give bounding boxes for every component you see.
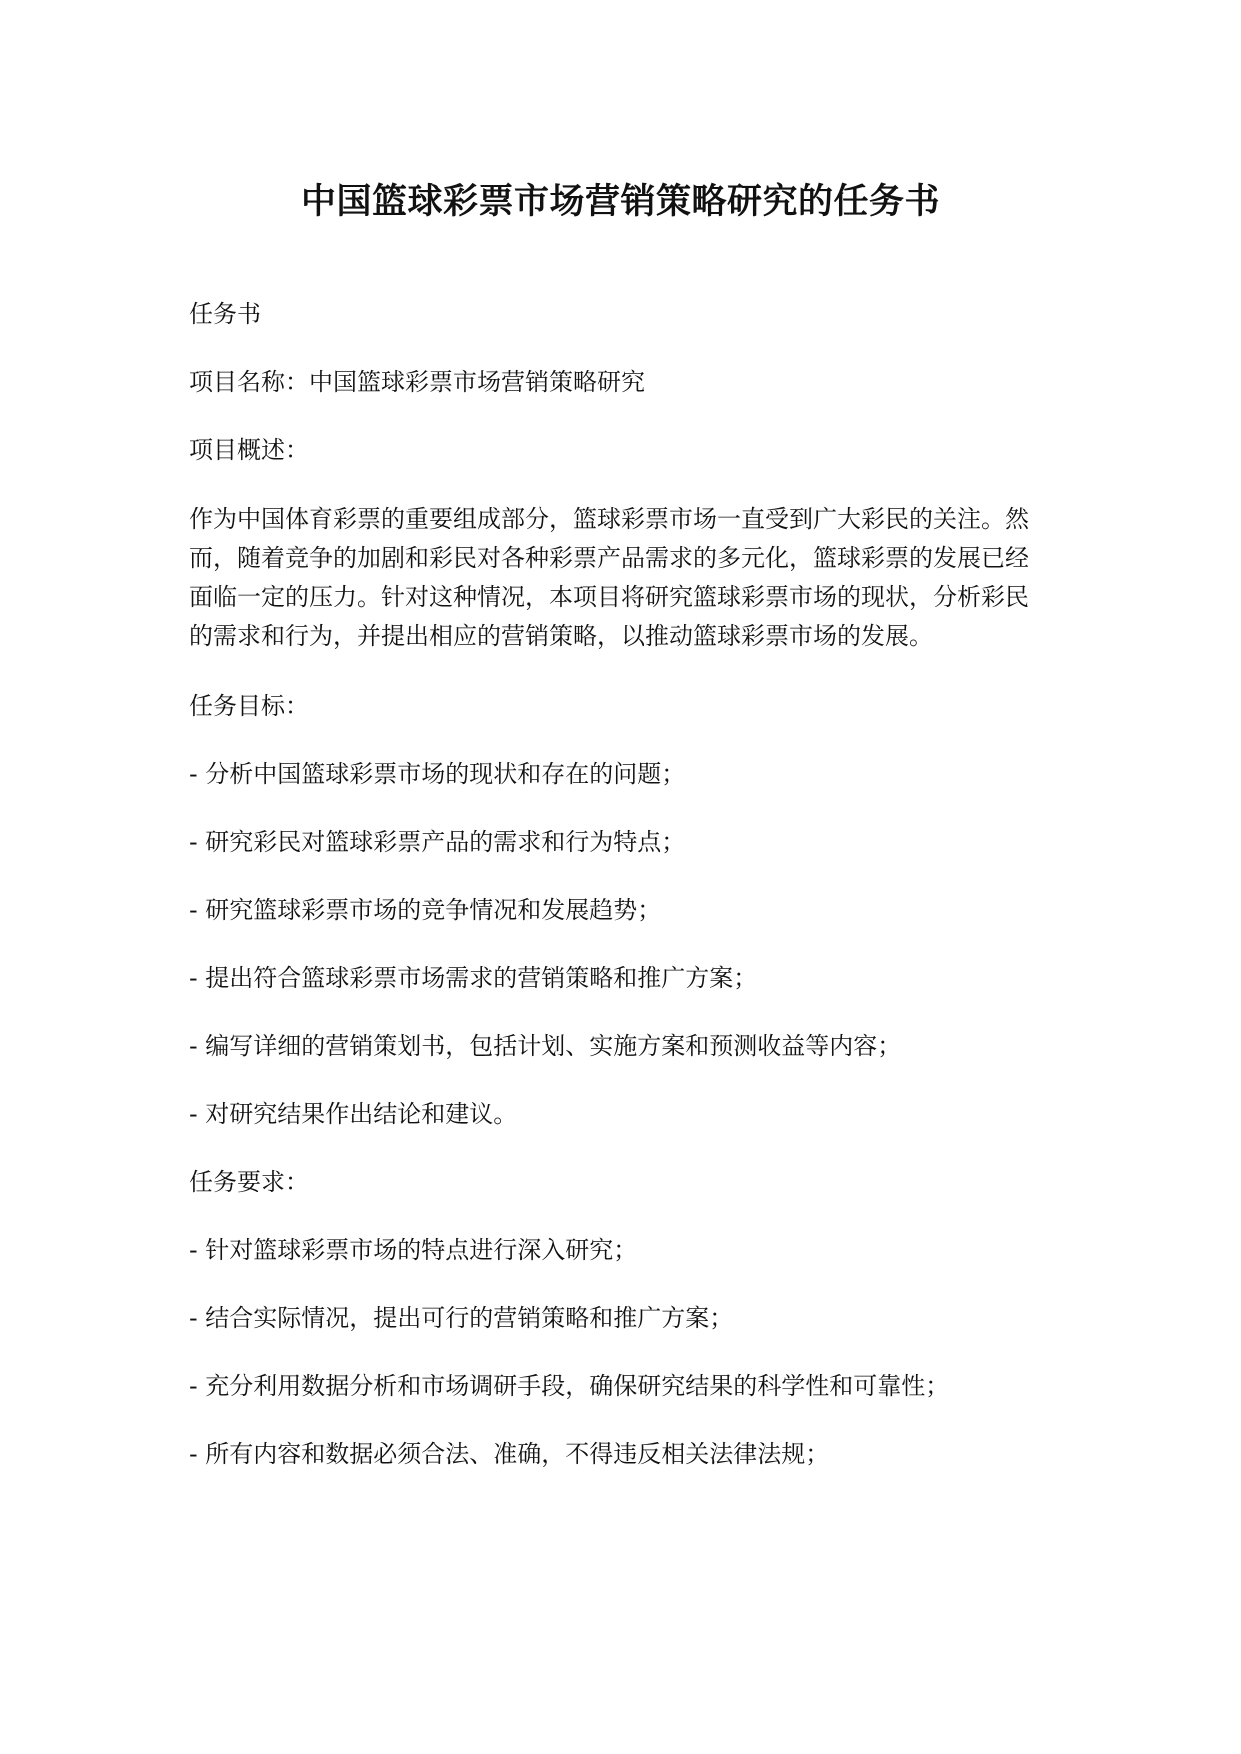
document-body [189, 296, 1049, 1504]
requirement-item: - 充分利用数据分析和市场调研手段，确保研究结果的科学性和可靠性； [189, 1372, 950, 1400]
goal-item: - 编写详细的营销策划书，包括计划、实施方案和预测收益等内容； [189, 1032, 902, 1060]
goal-item: - 研究彩民对篮球彩票产品的需求和行为特点； [189, 828, 686, 856]
project-name: 项目名称：中国篮球彩票市场营销策略研究 [189, 368, 645, 396]
goal-item: - 分析中国篮球彩票市场的现状和存在的问题； [189, 760, 686, 788]
requirement-item: - 针对篮球彩票市场的特点进行深入研究； [189, 1236, 638, 1264]
overview-label: 项目概述： [189, 436, 309, 464]
goal-item: - 研究篮球彩票市场的竞争情况和发展趋势； [189, 896, 662, 924]
overview-paragraph: 作为中国体育彩票的重要组成部分，篮球彩票市场一直受到广大彩民的关注。然而，随着竞争的加剧和彩民对各种彩票产品需求的多元化，篮球彩票的发展已经面临一定的压力。针对这种情况，本项目将研究篮球彩票市场的现状，分析彩民的需求和行为，并提出相应的营销策略，以推动篮球彩票市场的发展。 [189, 505, 1029, 650]
goal-item: - 提出符合篮球彩票市场需求的营销策略和推广方案； [189, 964, 758, 992]
document-title: 中国篮球彩票市场营销策略研究的任务书 [300, 182, 940, 222]
requirement-item: - 结合实际情况，提出可行的营销策略和推广方案； [189, 1304, 734, 1332]
goals-label: 任务目标： [189, 692, 309, 720]
requirements-label: 任务要求： [189, 1168, 309, 1196]
goal-item: - 对研究结果作出结论和建议。 [189, 1100, 518, 1128]
section-heading: 任务书 [189, 300, 261, 328]
requirement-item: - 所有内容和数据必须合法、准确，不得违反相关法律法规； [189, 1440, 830, 1468]
